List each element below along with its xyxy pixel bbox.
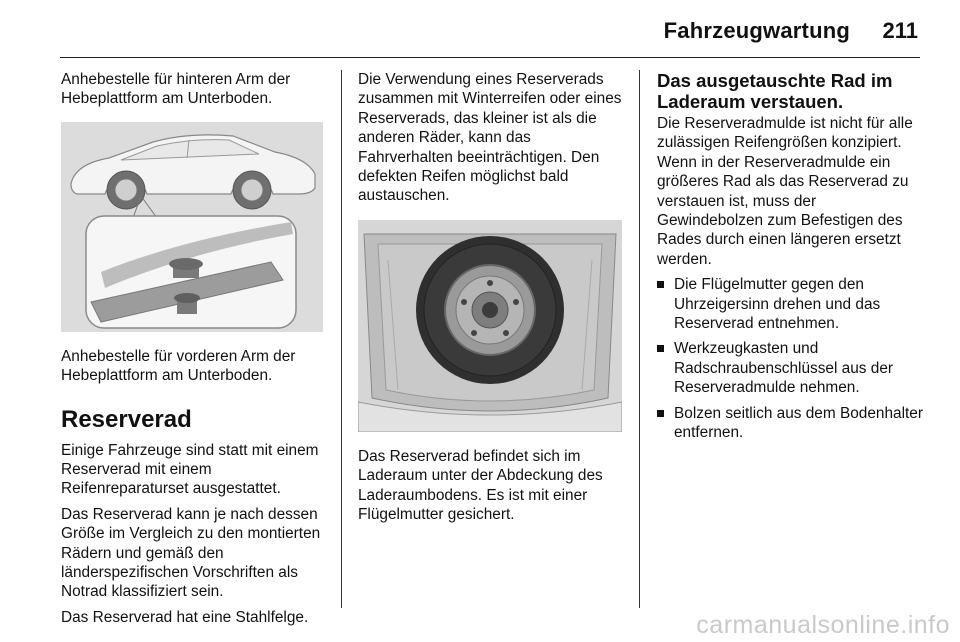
spare-wheel-svg (358, 220, 622, 432)
list-item: Bolzen seitlich aus dem Bodenhalter entfernen. (657, 404, 924, 443)
bullet-marker (657, 345, 664, 352)
section-heading-stow-wheel: Das ausgetauschte Rad im Laderaum verstauen. (657, 70, 893, 112)
bullet-marker (657, 410, 664, 417)
paragraph-steel-rim: Das Reserverad hat eine Stahlfelge. (61, 608, 309, 626)
caption-front-lift-point: Anhebestelle für vorderen Arm der Hebeplattform am Unterboden. (61, 347, 296, 385)
column-divider-right (639, 70, 640, 608)
page-header (0, 0, 960, 60)
column-right (657, 70, 924, 449)
running-title: Fahrzeugwartung (663, 18, 850, 43)
column-middle (358, 70, 628, 530)
caption-spare-wheel-location: Das Reserverad befindet sich im Laderaum unter der Abdeckung des Laderaumbodens. Es ist mit einer Flügelmutter gesichert. (358, 447, 603, 524)
spare-wheel-trunk-photo (358, 220, 622, 432)
caption-rear-lift-point: Anhebestelle für hinteren Arm der Hebeplattform am Unterboden. (61, 71, 291, 108)
paragraph-winter-tyres: Die Verwendung eines Reserverads zusammen mit Winterreifen oder eines Reserverads, das kleiner ist als die anderen Räder, kann das Fahrverhalten beeinträchtigen. Den defekten Reifen möglichst bald austauschen. (358, 71, 622, 205)
bullet-marker (657, 281, 664, 288)
watermark: carmanualsonline.info (696, 611, 950, 639)
paragraph-emergency-wheel: Das Reserverad kann je nach dessen Größe im Vergleich zu den montierten Rädern und gemäß den länderspezifischen Vorschriften als Notrad klassifiziert sein. (61, 505, 321, 601)
list-item: Die Flügelmutter gegen den Uhrzeigersinn drehen und das Reserverad entnehmen. (657, 275, 924, 333)
section-heading-reserverad: Reserverad (61, 405, 192, 433)
paragraph-wheel-well: Die Reserveradmulde ist nicht für alle zulässigen Reifengrößen konzipiert. Wenn in der Reserveradmulde ein größeres Rad als das Reserverad zu verstauen ist, muss der Gewindebolzen zum Befestigen des Rades durch einen längeren ersetzt werden. (657, 115, 913, 268)
column-left (61, 70, 326, 633)
list-item: Werkzeugkasten und Radschraubenschlüssel aus der Reserveradmulde nehmen. (657, 339, 924, 397)
car-lift-point-illustration (61, 122, 323, 332)
page-number: 211 (882, 18, 918, 43)
header-divider (60, 57, 920, 58)
column-divider-left (341, 70, 342, 608)
paragraph-repair-kit: Einige Fahrzeuge sind statt mit einem Reserverad mit einem Reifenreparaturset ausgestattet. (61, 441, 319, 498)
instruction-list (657, 275, 924, 442)
car-illustration-svg (61, 122, 323, 332)
